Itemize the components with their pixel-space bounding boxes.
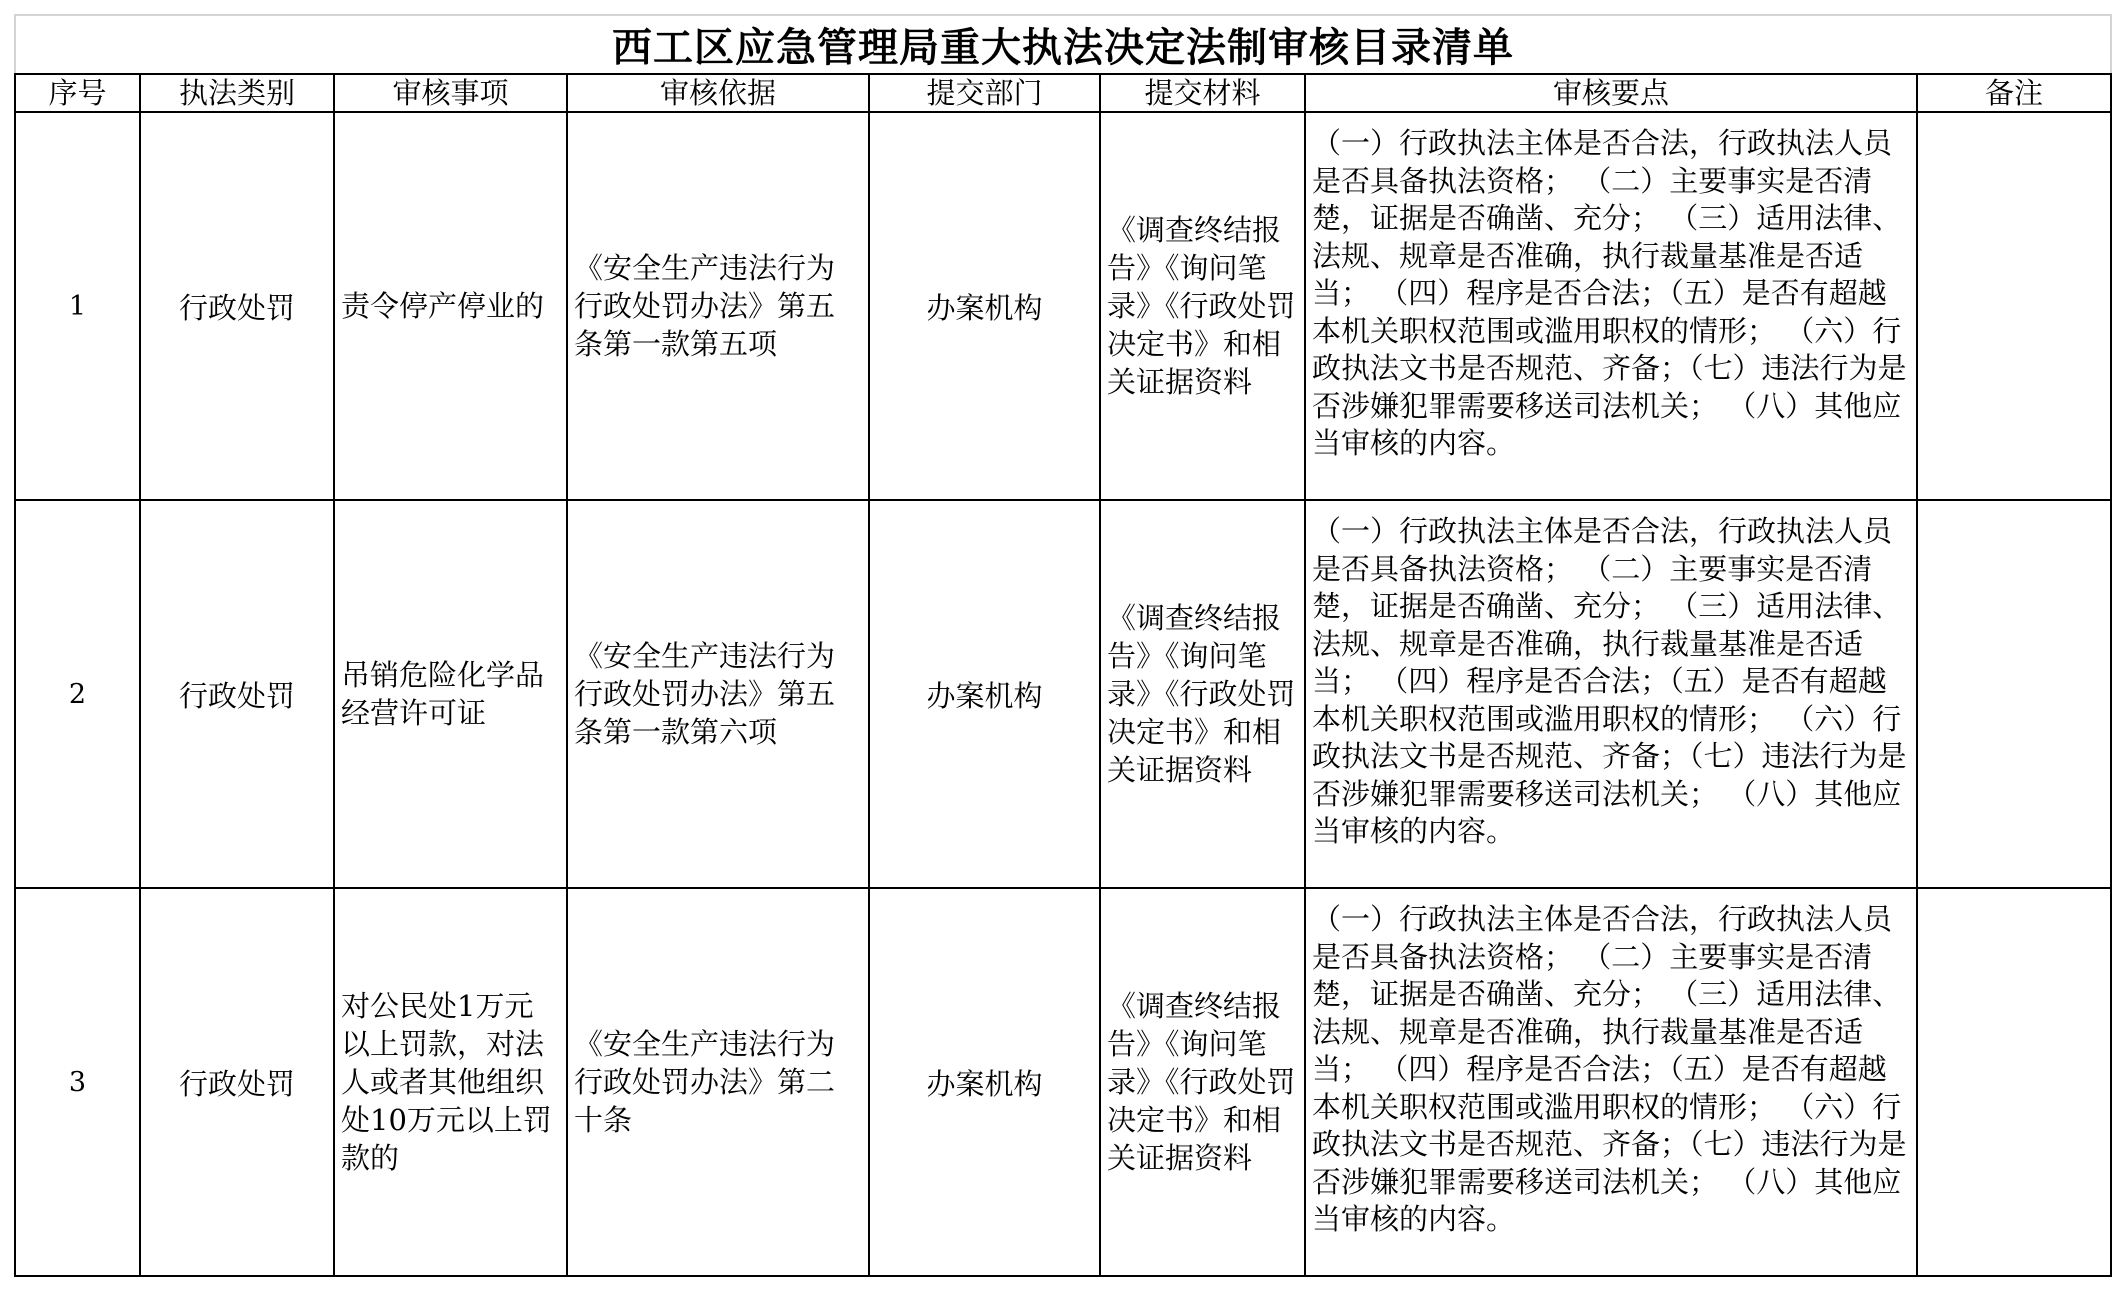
header-serial-no: 序号 [15, 74, 140, 112]
cell-review-item: 吊销危险化学品经营许可证 [334, 500, 567, 888]
cell-remarks [1917, 888, 2111, 1276]
cell-enforcement-category: 行政处罚 [140, 112, 334, 500]
cell-review-item: 对公民处1万元以上罚款，对法人或者其他组织处10万元以上罚款的 [334, 888, 567, 1276]
cell-submitting-department: 办案机构 [869, 888, 1100, 1276]
header-remarks: 备注 [1917, 74, 2111, 112]
cell-review-points: （一）行政执法主体是否合法，行政执法人员是否具备执法资格； （二）主要事实是否清楚，证据是否确凿、充分； （三）适用法律、法规、规章是否准确，执行裁量基准是否适当； （四）程序是否合法；（五）是否有超越本机关职权范围或滥用职权的情形； （六）行政执法文书是否规范、齐备；（七）违法行为是否涉嫌犯罪需要移送司法机关； （八）其他应当审核的内容。 [1305, 888, 1917, 1276]
cell-enforcement-category: 行政处罚 [140, 888, 334, 1276]
cell-serial-no: 3 [15, 888, 140, 1276]
cell-submitted-materials: 《调查终结报告》《询问笔录》《行政处罚决定书》和相关证据资料 [1100, 888, 1305, 1276]
cell-submitting-department: 办案机构 [869, 500, 1100, 888]
cell-review-basis: 《安全生产违法行为行政处罚办法》第五条第一款第六项 [567, 500, 869, 888]
header-submitting-department: 提交部门 [869, 74, 1100, 112]
table-row [15, 500, 2111, 888]
cell-review-basis: 《安全生产违法行为行政处罚办法》第二十条 [567, 888, 869, 1276]
cell-review-points: （一）行政执法主体是否合法，行政执法人员是否具备执法资格； （二）主要事实是否清楚，证据是否确凿、充分； （三）适用法律、法规、规章是否准确，执行裁量基准是否适当； （四）程序是否合法；（五）是否有超越本机关职权范围或滥用职权的情形； （六）行政执法文书是否规范、齐备；（七）违法行为是否涉嫌犯罪需要移送司法机关； （八）其他应当审核的内容。 [1305, 112, 1917, 500]
cell-review-points: （一）行政执法主体是否合法，行政执法人员是否具备执法资格； （二）主要事实是否清楚，证据是否确凿、充分； （三）适用法律、法规、规章是否准确，执行裁量基准是否适当； （四）程序是否合法；（五）是否有超越本机关职权范围或滥用职权的情形； （六）行政执法文书是否规范、齐备；（七）违法行为是否涉嫌犯罪需要移送司法机关； （八）其他应当审核的内容。 [1305, 500, 1917, 888]
table-row [15, 888, 2111, 1276]
header-review-item: 审核事项 [334, 74, 567, 112]
table-row [15, 112, 2111, 500]
catalog-sheet [14, 14, 2110, 1277]
cell-review-basis: 《安全生产违法行为行政处罚办法》第五条第一款第五项 [567, 112, 869, 500]
catalog-table [14, 14, 2112, 1277]
cell-submitted-materials: 《调查终结报告》《询问笔录》《行政处罚决定书》和相关证据资料 [1100, 500, 1305, 888]
cell-submitting-department: 办案机构 [869, 112, 1100, 500]
document-title: 西工区应急管理局重大执法决定法制审核目录清单 [15, 15, 2111, 74]
cell-remarks [1917, 112, 2111, 500]
cell-serial-no: 1 [15, 112, 140, 500]
header-review-points: 审核要点 [1305, 74, 1917, 112]
header-review-basis: 审核依据 [567, 74, 869, 112]
header-enforcement-category: 执法类别 [140, 74, 334, 112]
cell-review-item: 责令停产停业的 [334, 112, 567, 500]
header-submitted-materials: 提交材料 [1100, 74, 1305, 112]
cell-remarks [1917, 500, 2111, 888]
cell-serial-no: 2 [15, 500, 140, 888]
cell-submitted-materials: 《调查终结报告》《询问笔录》《行政处罚决定书》和相关证据资料 [1100, 112, 1305, 500]
cell-enforcement-category: 行政处罚 [140, 500, 334, 888]
